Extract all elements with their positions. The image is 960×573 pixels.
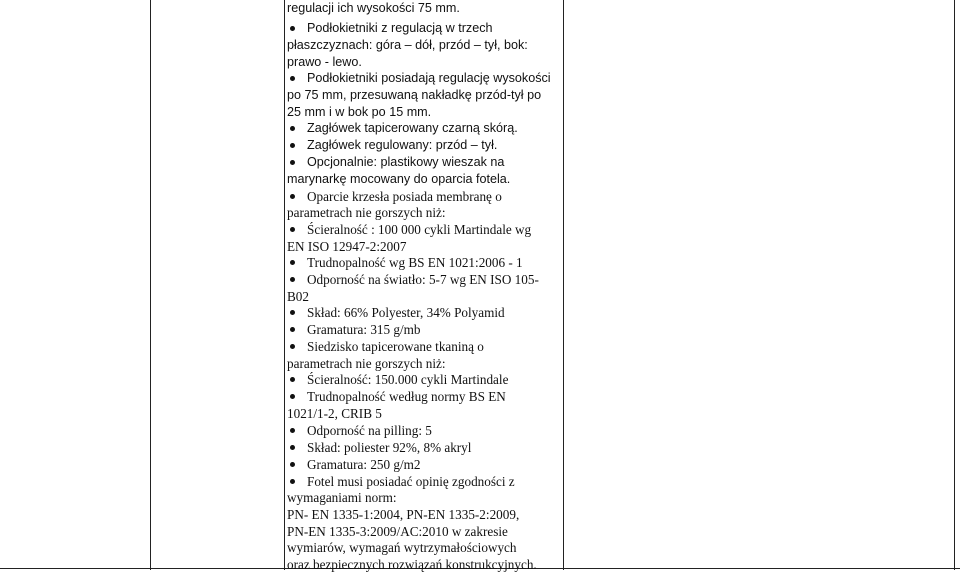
text-line: wymaganiami norm: <box>287 490 397 505</box>
list-item: Skład: poliester 92%, 8% akryl <box>307 440 472 455</box>
bullet-icon <box>290 445 295 450</box>
text-line: płaszczyznach: góra – dół, przód – tył, bok: <box>287 38 528 52</box>
list-item: Oparcie krzesła posiada membranę o <box>307 189 502 204</box>
column-divider <box>954 0 955 570</box>
bullet-icon <box>290 394 295 399</box>
list-item: Gramatura: 250 g/m2 <box>307 457 421 472</box>
list-item: Trudnopalność według normy BS EN <box>307 389 506 404</box>
text-line: EN ISO 12947-2:2007 <box>287 239 407 254</box>
column-divider <box>150 0 151 570</box>
text-line: po 75 mm, przesuwaną nakładkę przód-tył po <box>287 88 542 102</box>
list-item: Fotel musi posiadać opinię zgodności z <box>307 474 515 489</box>
text-line: regulacji ich wysokości 75 mm. <box>287 1 460 15</box>
bullet-icon <box>290 26 295 31</box>
text-line: wymiarów, wymagań wytrzymałościowych <box>287 540 517 555</box>
column-divider <box>563 0 564 570</box>
bullet-icon <box>290 194 295 199</box>
bullet-icon <box>290 377 295 382</box>
list-item: Trudnopalność wg BS EN 1021:2006 - 1 <box>307 255 523 270</box>
text-line: marynarkę mocowany do oparcia fotela. <box>287 172 511 186</box>
bullet-icon <box>290 126 295 131</box>
list-item: Gramatura: 315 g/mb <box>307 322 421 337</box>
text-line: parametrach nie gorszych niż: <box>287 356 446 371</box>
bullet-icon <box>290 327 295 332</box>
bullet-icon <box>290 479 295 484</box>
text-line: PN- EN 1335-1:2004, PN-EN 1335-2:2009, <box>287 507 520 522</box>
list-item: Ścieralność: 150.000 cykli Martindale <box>307 372 509 387</box>
bullet-icon <box>290 462 295 467</box>
list-item: Ścieralność : 100 000 cykli Martindale wg <box>307 222 532 237</box>
bullet-icon <box>290 143 295 148</box>
list-item: Podłokietniki z regulacją w trzech <box>307 21 493 35</box>
list-item: Odporność na światło: 5-7 wg EN ISO 105- <box>307 272 539 287</box>
list-item: Skład: 66% Polyester, 34% Polyamid <box>307 305 505 320</box>
text-line: oraz bezpiecznych rozwiązań konstrukcyjnych. <box>287 557 537 572</box>
list-item: Opcjonalnie: plastikowy wieszak na <box>307 155 505 169</box>
column-divider <box>284 0 285 570</box>
list-item: Podłokietniki posiadają regulację wysokości <box>307 71 551 85</box>
text-line: parametrach nie gorszych niż: <box>287 205 446 220</box>
text-line: B02 <box>287 289 309 304</box>
bullet-icon <box>290 344 295 349</box>
text-line: prawo - lewo. <box>287 55 362 69</box>
bullet-icon <box>290 76 295 81</box>
bullet-icon <box>290 277 295 282</box>
bullet-icon <box>290 428 295 433</box>
text-line: 25 mm i w bok po 15 mm. <box>287 105 432 119</box>
list-item: Zagłówek regulowany: przód – tył. <box>307 138 498 152</box>
list-item: Zagłówek tapicerowany czarną skórą. <box>307 121 518 135</box>
bullet-icon <box>290 160 295 165</box>
list-item: Odporność na pilling: 5 <box>307 423 432 438</box>
text-line: 1021/1-2, CRIB 5 <box>287 406 382 421</box>
bullet-icon <box>290 227 295 232</box>
bullet-icon <box>290 260 295 265</box>
list-item: Siedzisko tapicerowane tkaniną o <box>307 339 484 354</box>
bullet-icon <box>290 310 295 315</box>
text-line: PN-EN 1335-3:2009/AC:2010 w zakresie <box>287 524 508 539</box>
